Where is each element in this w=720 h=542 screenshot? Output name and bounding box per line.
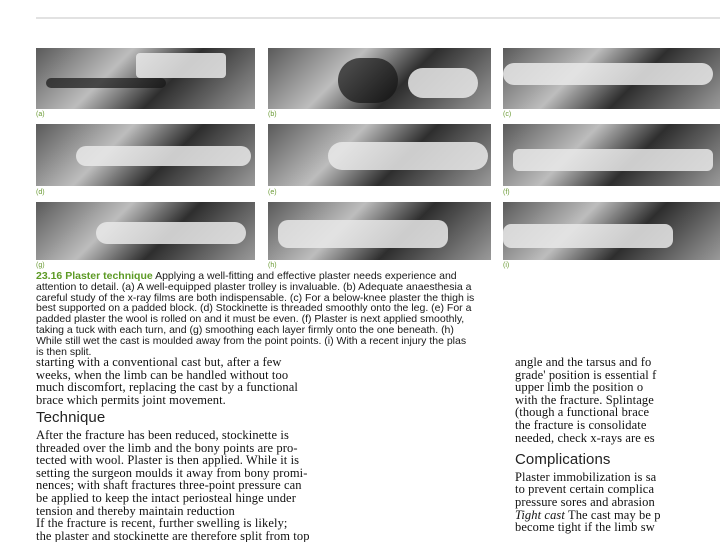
photo-h [268, 202, 491, 260]
panel-label-b: (b) [268, 111, 277, 118]
figure-caption [36, 271, 720, 357]
term-tight-cast: Tight cast [515, 507, 565, 522]
paragraph-line: pressure sores and abrasion [515, 494, 655, 509]
paragraph-line: threaded over the limb and the bony points are pro- [36, 440, 298, 455]
photo-g [36, 202, 255, 260]
paragraph-line: to prevent certain complica [515, 482, 655, 497]
paragraph-line: (though a functional brace [515, 405, 650, 420]
caption-line: best supported on a padded block. (d) Stockinette is threaded smoothly onto the leg. (e) For a [36, 302, 472, 315]
caption-line: While still wet the cast is moulded away from the point points. (i) With a recent injury the plas [36, 334, 467, 347]
left-column [36, 356, 484, 542]
panel-label-i: (i) [503, 262, 510, 269]
photo-f [503, 124, 720, 186]
caption-line: padded plaster the wool is rolled on and it must be even. (f) Plaster is next applied smoothly, [36, 313, 465, 326]
photo-c [503, 48, 720, 109]
photo-e [268, 124, 491, 186]
caption-line: attention to detail. (a) A well-equipped plaster trolley is invaluable. (b) Adequate anaesthesia a [36, 280, 472, 293]
paragraph-line: upper limb the position o [515, 380, 644, 395]
section-heading-complications: Complications [515, 451, 611, 469]
paragraph-line: grade' position is essential f [515, 367, 657, 382]
section-heading-technique: Technique [36, 409, 106, 427]
paragraph-line: Tight cast The cast may be p [515, 507, 661, 522]
caption-line: 23.16 Plaster technique Applying a well-fitting and effective plaster needs experience and [36, 271, 457, 282]
panel-label-h: (h) [268, 262, 277, 269]
top-rule [36, 17, 720, 19]
paragraph-line: brace which permits joint movement. [36, 392, 226, 407]
panel-label-d: (d) [36, 189, 45, 196]
caption-line: taking a tuck with each turn, and (g) smoothing each layer firmly onto the one beneath. (h) [36, 323, 454, 336]
panel-label-a: (a) [36, 111, 45, 118]
panel-label-e: (e) [268, 189, 277, 196]
paragraph-line: If the fracture is recent, further swelling is likely; [36, 516, 288, 531]
photo-a [36, 48, 255, 109]
paragraph-line: much discomfort, replacing the cast by a functional [36, 380, 298, 395]
paragraph-line: angle and the tarsus and fo [515, 356, 652, 369]
paragraph-line: be applied to keep the intact periosteal hinge under [36, 490, 296, 505]
paragraph-line: tension and thereby maintain reduction [36, 503, 235, 518]
paragraph-line: the fracture is consolidate [515, 417, 647, 432]
paragraph-line: needed, check x-rays are es [515, 430, 655, 445]
paragraph-line: become tight if the limb sw [515, 520, 655, 534]
paragraph-line: setting the surgeon moulds it away from bony promi- [36, 465, 308, 480]
caption-line: is then split. [36, 345, 92, 358]
right-column [515, 356, 720, 534]
paragraph-line: tected with wool. Plaster is then applied. While it is [36, 453, 300, 468]
paragraph-line: nences; with shaft fractures three-point pressure can [36, 478, 302, 493]
caption-line: careful study of the x-ray films are both indispensable. (c) For a below-knee plaster the thigh is [36, 291, 475, 304]
photo-i [503, 202, 720, 260]
panel-label-c: (c) [503, 111, 512, 118]
panel-label-g: (g) [36, 262, 45, 269]
photo-b [268, 48, 491, 109]
paragraph-line: After the fracture has been reduced, stockinette is [36, 427, 289, 442]
paragraph-line: Plaster immobilization is sa [515, 469, 657, 484]
paragraph-line: the plaster and stockinette are therefore split from top [36, 528, 310, 542]
panel-label-f: (f) [503, 189, 510, 196]
paragraph-line: weeks, when the limb can be handled without too [36, 367, 289, 382]
paragraph-line: starting with a conventional cast but, after a few [36, 356, 282, 369]
photo-d [36, 124, 255, 186]
paragraph-line: with the fracture. Splintage [515, 392, 654, 407]
